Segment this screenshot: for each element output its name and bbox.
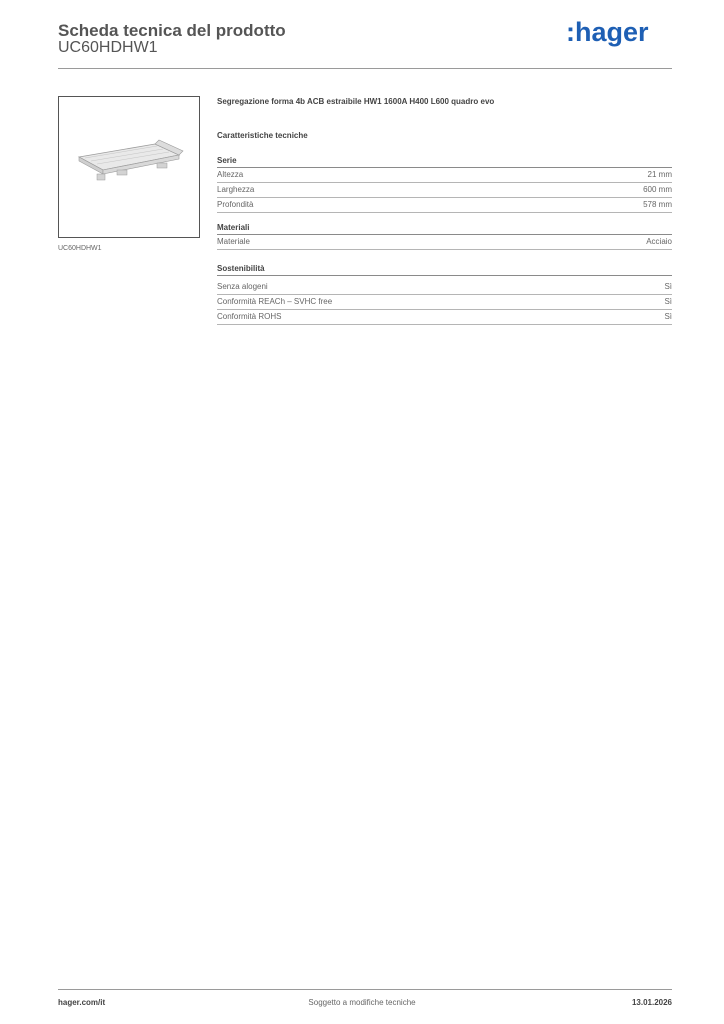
spec-row xyxy=(217,235,672,250)
spec-value: 578 mm xyxy=(643,200,672,209)
spec-label: Conformità REACh – SVHC free xyxy=(217,297,333,306)
spec-value: Sì xyxy=(664,282,672,291)
footer-website-link[interactable]: hager.com/it xyxy=(58,998,106,1007)
spec-row xyxy=(217,168,672,183)
spec-label: Profondità xyxy=(217,200,254,209)
product-description: Segregazione forma 4b ACB estraibile HW1 1600A H400 L600 quadro evo xyxy=(217,97,495,106)
spec-group-title: Materiali xyxy=(217,221,672,235)
image-caption: UC60HDHW1 xyxy=(58,245,102,252)
spec-group-title: Sostenibilità xyxy=(217,262,672,276)
product-photo-shelf-icon xyxy=(59,97,199,237)
footer-note: Soggetto a modifiche tecniche xyxy=(308,998,416,1007)
spec-value: 600 mm xyxy=(643,185,672,194)
spec-row xyxy=(217,198,672,213)
brand-logo-text: :hager xyxy=(566,17,649,47)
spec-label: Senza alogeni xyxy=(217,282,268,291)
spec-label: Larghezza xyxy=(217,185,255,194)
specs-heading: Caratteristiche tecniche xyxy=(217,131,308,140)
spec-row xyxy=(217,280,672,295)
spec-group-materiali xyxy=(217,221,672,250)
spec-row xyxy=(217,295,672,310)
spec-group-serie xyxy=(217,154,672,213)
spec-label: Conformità ROHS xyxy=(217,312,282,321)
spec-value: Sì xyxy=(664,297,672,306)
spec-value: Sì xyxy=(664,312,672,321)
spec-row xyxy=(217,310,672,325)
spec-group-title: Serie xyxy=(217,154,672,168)
spec-row xyxy=(217,183,672,198)
spec-value: 21 mm xyxy=(647,170,672,179)
hager-logo[interactable] xyxy=(566,17,666,47)
page-title: Scheda tecnica del prodotto xyxy=(58,21,286,40)
spec-label: Altezza xyxy=(217,170,244,179)
product-image xyxy=(58,96,200,238)
spec-group-sostenibilita xyxy=(217,262,672,325)
footer-divider xyxy=(58,989,672,990)
header-divider xyxy=(58,68,672,69)
footer-date: 13.01.2026 xyxy=(631,998,672,1007)
product-code: UC60HDHW1 xyxy=(58,39,158,56)
spec-label: Materiale xyxy=(217,237,250,246)
spec-value: Acciaio xyxy=(646,237,672,246)
